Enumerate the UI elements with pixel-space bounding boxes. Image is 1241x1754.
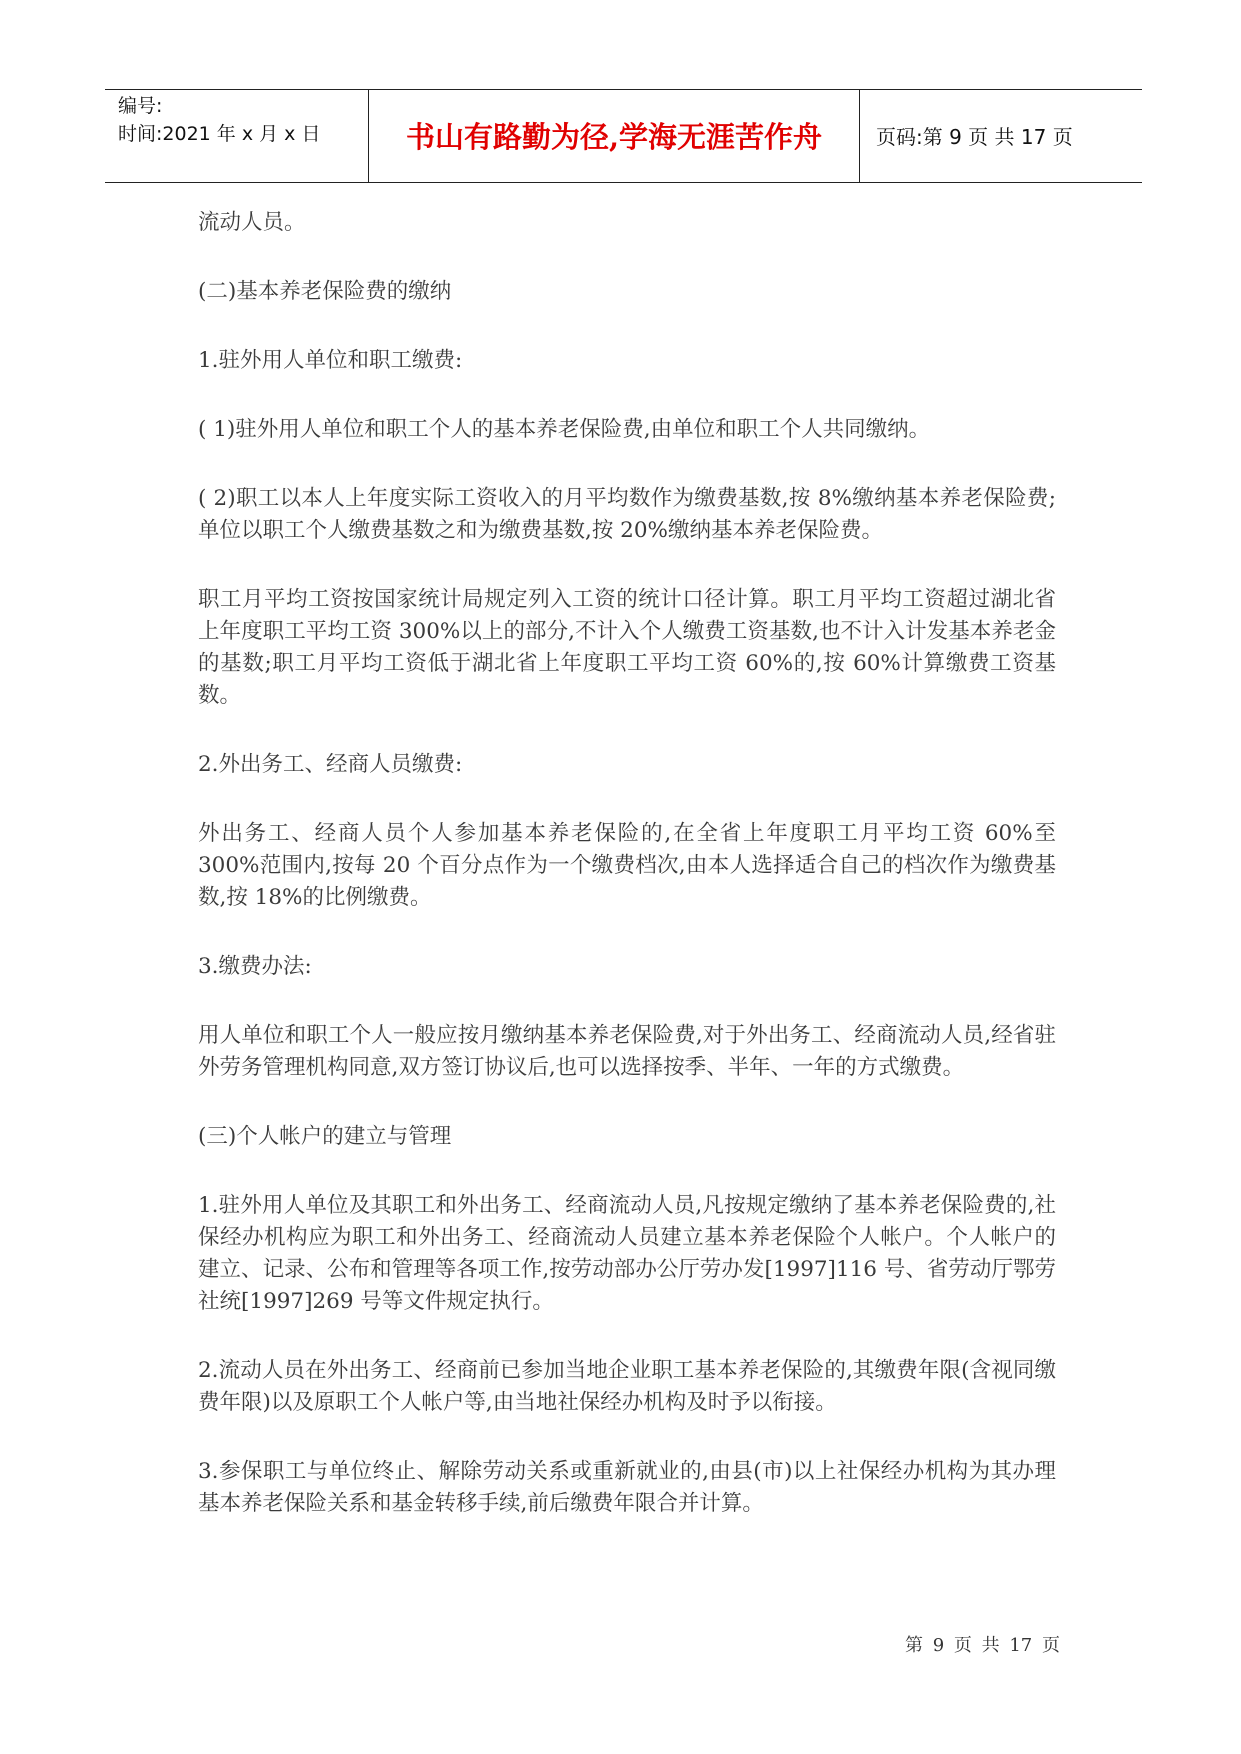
document-time-label: 时间:2021 年 x 月 x 日	[118, 123, 321, 145]
header-divider-right	[859, 89, 860, 182]
paragraph: 职工月平均工资按国家统计局规定列入工资的统计口径计算。职工月平均工资超过湖北省上年度职工平均工资 300%以上的部分,不计入个人缴费工资基数,也不计入计发基本养老金的基数;职工月平均工资低于湖北省上年度职工平均工资 60%的,按 60%计算缴费工资基数。	[198, 587, 1056, 708]
paragraph: 流动人员。	[198, 210, 306, 235]
header-meta	[118, 92, 364, 148]
header-bottom-rule	[105, 182, 1142, 183]
paragraph: ( 1)驻外用人单位和职工个人的基本养老保险费,由单位和职工个人共同缴纳。	[198, 417, 931, 442]
sub-heading: 3.缴费办法:	[198, 954, 312, 979]
paragraph: ( 2)职工以本人上年度实际工资收入的月平均数作为缴费基数,按 8%缴纳基本养老保险费;单位以职工个人缴费基数之和为缴费基数,按 20%缴纳基本养老保险费。	[198, 486, 1056, 543]
document-body	[198, 207, 1056, 1557]
header-page-info: 页码:第 9 页 共 17 页	[876, 125, 1073, 149]
paragraph: 2.流动人员在外出务工、经商前已参加当地企业职工基本养老保险的,其缴费年限(含视同缴费年限)以及原职工个人帐户等,由当地社保经办机构及时予以衔接。	[198, 1358, 1056, 1415]
paragraph: 3.参保职工与单位终止、解除劳动关系或重新就业的,由县(市)以上社保经办机构为其办理基本养老保险关系和基金转移手续,前后缴费年限合并计算。	[198, 1459, 1056, 1516]
section-heading: (二)基本养老保险费的缴纳	[198, 279, 452, 304]
paragraph: 用人单位和职工个人一般应按月缴纳基本养老保险费,对于外出务工、经商流动人员,经省驻外劳务管理机构同意,双方签订协议后,也可以选择按季、半年、一年的方式缴费。	[198, 1023, 1056, 1080]
paragraph: 外出务工、经商人员个人参加基本养老保险的,在全省上年度职工月平均工资 60%至 300%范围内,按每 20 个百分点作为一个缴费档次,由本人选择适合自己的档次作为缴费基数,按 18%的比例缴费。	[198, 821, 1056, 910]
sub-heading: 1.驻外用人单位和职工缴费:	[198, 348, 463, 373]
section-heading: (三)个人帐户的建立与管理	[198, 1124, 452, 1149]
document-number-label: 编号:	[118, 95, 163, 117]
header-motto: 书山有路勤为径,学海无涯苦作舟	[405, 120, 823, 154]
paragraph: 1.驻外用人单位及其职工和外出务工、经商流动人员,凡按规定缴纳了基本养老保险费的,社保经办机构应为职工和外出务工、经商流动人员建立基本养老保险个人帐户。个人帐户的建立、记录、公布和管理等各项工作,按劳动部办公厅劳办发[1997]116 号、省劳动厅鄂劳社统[1997]269 号等文件规定执行。	[198, 1193, 1056, 1314]
sub-heading: 2.外出务工、经商人员缴费:	[198, 752, 463, 777]
page-footer: 第 9 页 共 17 页	[905, 1635, 1060, 1656]
